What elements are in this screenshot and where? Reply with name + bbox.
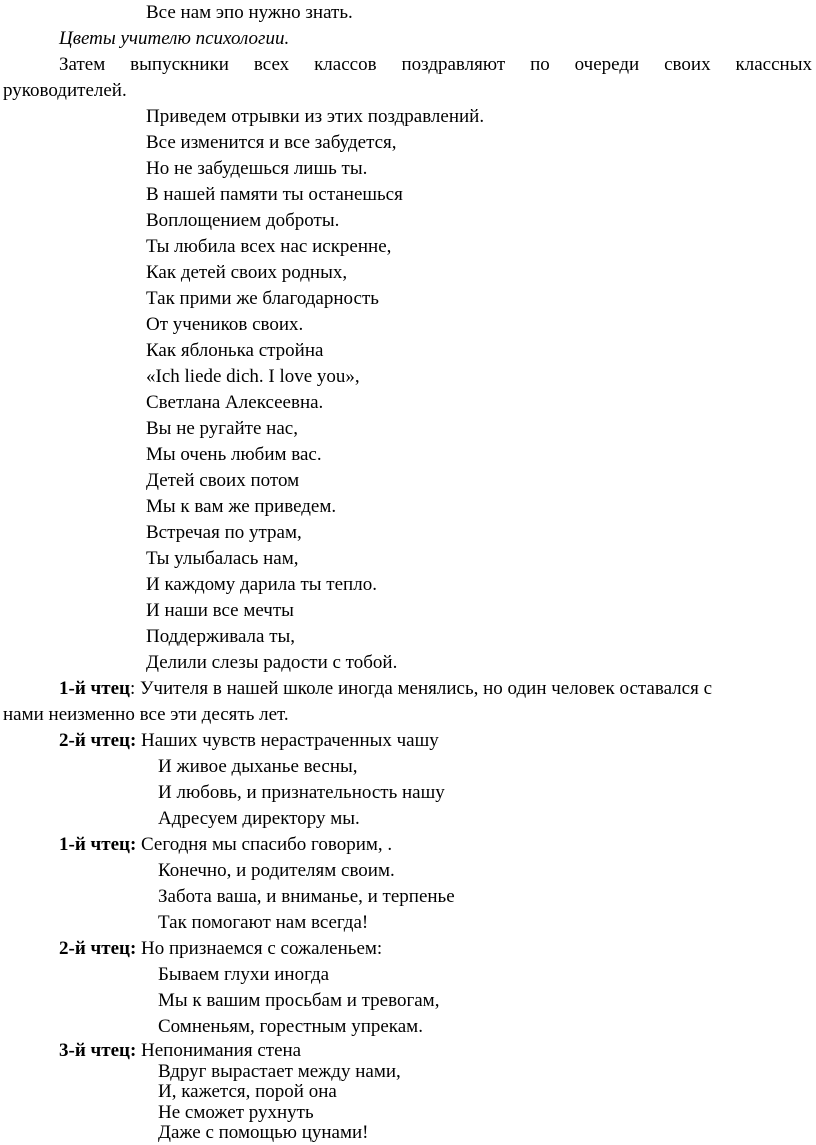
verse-line: Не сможет рухнуть bbox=[158, 1101, 314, 1123]
poem-line: Как детей своих родных, bbox=[146, 262, 348, 283]
paragraph-word: выпускники bbox=[130, 54, 229, 75]
poem-line: В нашей памяти ты останешься bbox=[146, 184, 403, 205]
speaker-label: 1-й чтец bbox=[59, 678, 130, 699]
paragraph-word: своих bbox=[664, 54, 711, 75]
verse-line: И живое дыханье весны, bbox=[158, 756, 358, 777]
verse-line: Бываем глухи иногда bbox=[158, 964, 330, 985]
poem-line: Как яблонька стройна bbox=[146, 340, 324, 361]
section-heading: Цветы учителю психологии. bbox=[59, 28, 290, 49]
verse-line: И любовь, и признательность нашу bbox=[158, 782, 445, 803]
paragraph-word: классных bbox=[735, 54, 812, 75]
verse-line: Даже с помощью цунами! bbox=[158, 1122, 369, 1143]
verse-line: Сомненьям, горестным упрекам. bbox=[158, 1016, 423, 1037]
poem-line: От учеников своих. bbox=[146, 314, 304, 335]
reader-line bbox=[59, 728, 439, 754]
verse-line: Забота ваша, и вниманье, и терпенье bbox=[158, 886, 455, 907]
speaker-label: 2-й чтец: bbox=[59, 730, 137, 751]
speaker-label: 1-й чтец: bbox=[59, 834, 137, 855]
verse-line: И, кажется, порой она bbox=[158, 1081, 337, 1102]
reader-text: Сегодня мы спасибо говорим, . bbox=[136, 834, 393, 855]
paragraph-text bbox=[59, 52, 812, 78]
poem-line: Воплощением доброты. bbox=[146, 210, 340, 231]
reader-text: Наших чувств нерастраченных чашу bbox=[136, 730, 439, 751]
paragraph-word: всех bbox=[253, 54, 290, 75]
verse-line: Конечно, и родителям своим. bbox=[158, 860, 395, 881]
poem-line: Делили слезы радости с тобой. bbox=[146, 652, 398, 673]
paragraph-word: очереди bbox=[574, 54, 640, 75]
reader-line: нами неизменно все эти десять лет. bbox=[3, 704, 289, 725]
poem-line: И каждому дарила ты тепло. bbox=[146, 574, 377, 595]
paragraph-word: поздравляют bbox=[401, 54, 506, 75]
speaker-label: 2-й чтец: bbox=[59, 938, 137, 959]
poem-line: Все изменится и все забудется, bbox=[146, 132, 397, 153]
paragraph-line: руководителей. bbox=[3, 80, 127, 101]
paragraph-word: Затем bbox=[59, 54, 106, 75]
poem-line: Ты улыбалась нам, bbox=[146, 548, 299, 569]
paragraph-word: классов bbox=[314, 54, 377, 75]
poem-line: Так прими же благодарность bbox=[146, 288, 379, 309]
reader-text: Но признаемся с сожаленьем: bbox=[136, 938, 383, 959]
poem-line: Поддерживала ты, bbox=[146, 626, 296, 647]
reader-line bbox=[59, 676, 712, 702]
paragraph-line bbox=[0, 52, 812, 78]
reader-text: Непонимания стена bbox=[136, 1040, 302, 1061]
reader-text: : Учителя в нашей школе иногда менялись, но один человек оставался с bbox=[129, 678, 713, 699]
poem-line: Мы очень любим вас. bbox=[146, 444, 322, 465]
reader-line bbox=[59, 832, 392, 858]
poem-line: Вы не ругайте нас, bbox=[146, 418, 298, 439]
speaker-label: 3-й чтец: bbox=[59, 1040, 137, 1061]
verse-line: Так помогают нам всегда! bbox=[158, 912, 369, 933]
poem-line: «Ich liede dich. I love you», bbox=[146, 366, 360, 387]
verse-line: Вдруг вырастает между нами, bbox=[158, 1060, 401, 1082]
poem-line: Светлана Алексеевна. bbox=[146, 392, 324, 413]
text-line: Все нам эпо нужно знать. bbox=[146, 2, 353, 23]
verse-line: Мы к вашим просьбам и тревогам, bbox=[158, 990, 440, 1011]
verse-line: Адресуем директору мы. bbox=[158, 808, 360, 829]
poem-line: Ты любила всех нас искренне, bbox=[146, 236, 392, 257]
poem-line: Приведем отрывки из этих поздравлений. bbox=[146, 106, 485, 127]
paragraph-word: по bbox=[530, 54, 550, 75]
poem-line: И наши все мечты bbox=[146, 600, 294, 621]
reader-line bbox=[59, 936, 382, 962]
reader-line bbox=[59, 1040, 301, 1062]
poem-line: Мы к вам же приведем. bbox=[146, 496, 337, 517]
poem-line: Детей своих потом bbox=[146, 470, 300, 491]
poem-line: Но не забудешься лишь ты. bbox=[146, 158, 368, 179]
poem-line: Встречая по утрам, bbox=[146, 522, 302, 543]
